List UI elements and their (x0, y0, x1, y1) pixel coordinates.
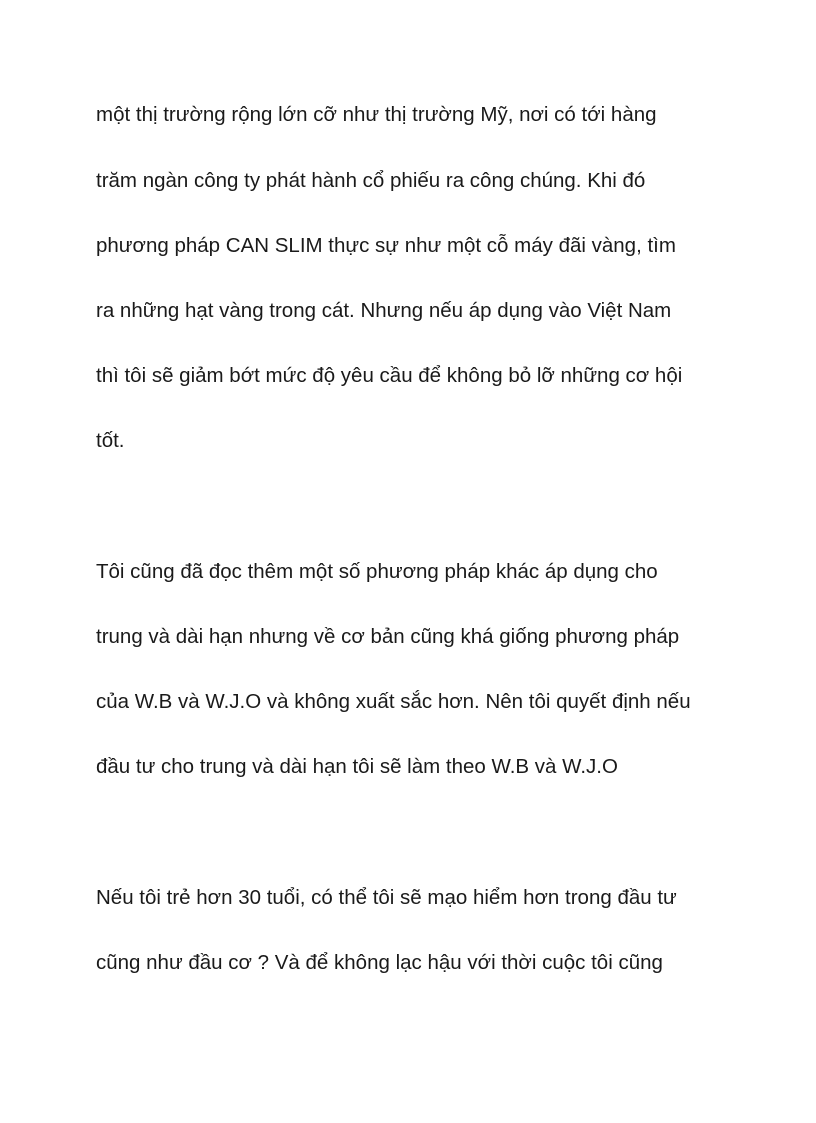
text-line: tốt. (96, 429, 125, 452)
text-line: của W.B và W.J.O và không xuất sắc hơn. Nên tôi quyết định nếu (96, 690, 691, 713)
text-line: cũng như đầu cơ ? Và để không lạc hậu với thời cuộc tôi cũng (96, 951, 663, 974)
text-line: một thị trường rộng lớn cỡ như thị trường Mỹ, nơi có tới hàng (96, 103, 657, 126)
text-line: đầu tư cho trung và dài hạn tôi sẽ làm theo W.B và W.J.O (96, 755, 618, 778)
text-line: thì tôi sẽ giảm bớt mức độ yêu cầu để không bỏ lỡ những cơ hội (96, 364, 683, 387)
text-line: phương pháp CAN SLIM thực sự như một cỗ máy đãi vàng, tìm (96, 234, 676, 257)
text-line: Tôi cũng đã đọc thêm một số phương pháp khác áp dụng cho (96, 560, 658, 583)
text-line: trung và dài hạn nhưng về cơ bản cũng khá giống phương pháp (96, 625, 680, 648)
text-line: trăm ngàn công ty phát hành cổ phiếu ra công chúng. Khi đó (96, 169, 646, 192)
text-line: ra những hạt vàng trong cát. Nhưng nếu áp dụng vào Việt Nam (96, 299, 672, 322)
text-line: Nếu tôi trẻ hơn 30 tuổi, có thể tôi sẽ mạo hiểm hơn trong đầu tư (96, 886, 677, 909)
